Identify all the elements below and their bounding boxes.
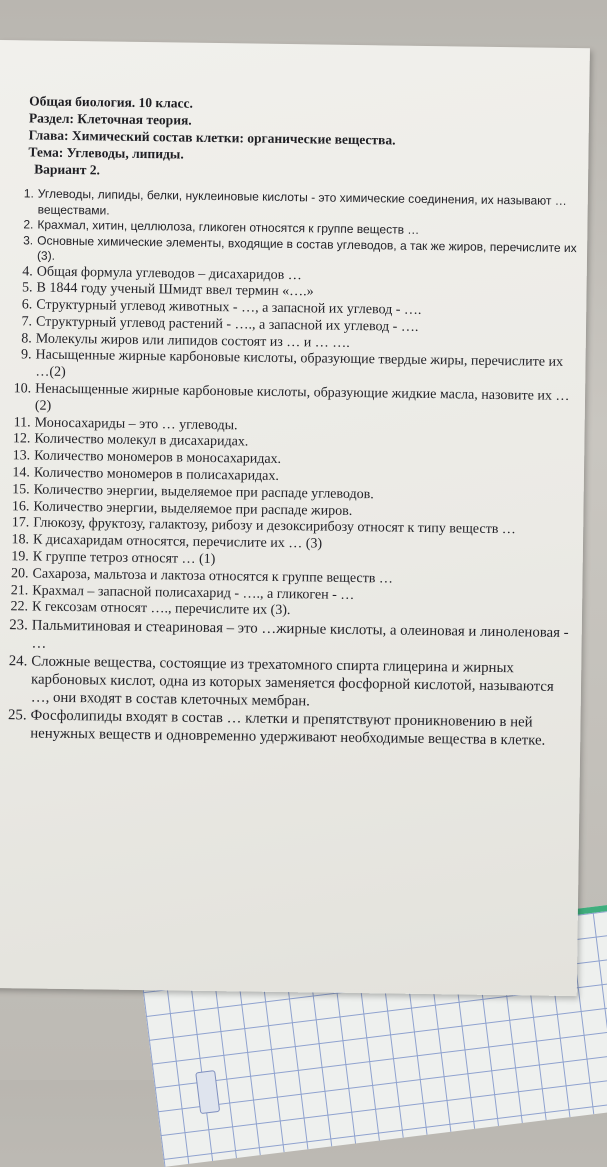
- question-item: 7. Структурный углевод растений - …., а запасной их углевод - ….: [21, 314, 419, 335]
- question-item: 20. Сахароза, мальтоза и лактоза относятся к группе веществ …: [10, 566, 394, 587]
- variant-label: Вариант 2.: [34, 161, 101, 178]
- question-item: 25. Фосфолипиды входят в состав … клетки и препятствуют проникновению в ней ненужных веществ и одновременно удерживают необходимые вещества в клетке.: [7, 707, 546, 749]
- question-item: 14. Количество мономеров в полисахаридах.: [12, 465, 280, 484]
- question-item: 6. Структурный углевод животных - …, а запасной их углевод - ….: [21, 297, 422, 319]
- course-title: Общая биология. 10 класс.: [29, 93, 194, 111]
- question-item: 13. Количество мономеров в моносахаридах.: [12, 448, 282, 468]
- section-title: Раздел: Клеточная теория.: [28, 110, 192, 128]
- question-item: 3. Основные химические элементы, входящие в состав углеводов, а так же жиров, перечислите их (3).: [23, 232, 577, 263]
- question-item: 9. Насыщенные жирные карбоновые кислоты, образующие твердые жиры, перечислите их …(2): [20, 347, 564, 381]
- question-item: 22. К гексозам относят …., перечислите их (3).: [10, 599, 291, 619]
- question-item: 12. Количество молекул в дисахаридах.: [12, 431, 249, 450]
- question-item: 4. Общая формула углеводов – дисахаридов …: [22, 263, 302, 283]
- question-item: 16. Количество энергии, выделяемое при распаде жиров.: [11, 498, 353, 519]
- question-item: 24. Сложные вещества, состоящие из трехатомного спирта глицерина и жирных карбоновых кислот, одна из которых заменяется фосфорной кислотой, называются …, они входят в состав клеточных мембран.: [8, 653, 554, 710]
- question-item: 19. К группе тетроз относят … (1): [11, 549, 216, 568]
- topic-title: Тема: Углеводы, липиды.: [28, 144, 184, 162]
- question-item: 8. Молекулы жиров или липидов состоят из … и … ….: [21, 331, 350, 351]
- question-item: 2. Крахмал, хитин, целлюлоза, гликоген относятся к группе веществ …: [23, 217, 420, 237]
- question-item: 5. В 1844 году ученый Шмидт ввел термин «….»: [21, 280, 314, 300]
- question-item: 17. Глюкозу, фруктозу, галактозу, рибозу и дезоксирибозу относят к типу веществ …: [11, 515, 516, 538]
- question-item: 10. Ненасыщенные жирные карбоновые кислоты, образующие жидкие масла, назовите их …(2): [13, 381, 570, 414]
- question-item: 18. К дисахаридам относятся, перечислите их … (3): [11, 532, 323, 552]
- question-item: 15. Количество энергии, выделяемое при распаде углеводов.: [12, 482, 374, 503]
- question-item: 1. Углеводы, липиды, белки, нуклеиновые кислоты - это химические соединения, их называют … веществами.: [23, 186, 567, 218]
- chapter-title: Глава: Химический состав клетки: органические вещества.: [28, 127, 396, 148]
- worksheet-page: [0, 40, 590, 996]
- notebook-label: [195, 1070, 220, 1114]
- question-list: [0, 186, 579, 750]
- question-item: 11. Моносахариды – это … углеводы.: [13, 414, 238, 434]
- question-item: 23. Пальмитиновая и стеариновая – это …жирные кислоты, а олеиновая и линоленовая - …: [9, 617, 569, 652]
- question-item: 21. Крахмал – запасной полисахарид - …., а гликоген - …: [10, 582, 355, 603]
- worksheet-header: [28, 92, 549, 184]
